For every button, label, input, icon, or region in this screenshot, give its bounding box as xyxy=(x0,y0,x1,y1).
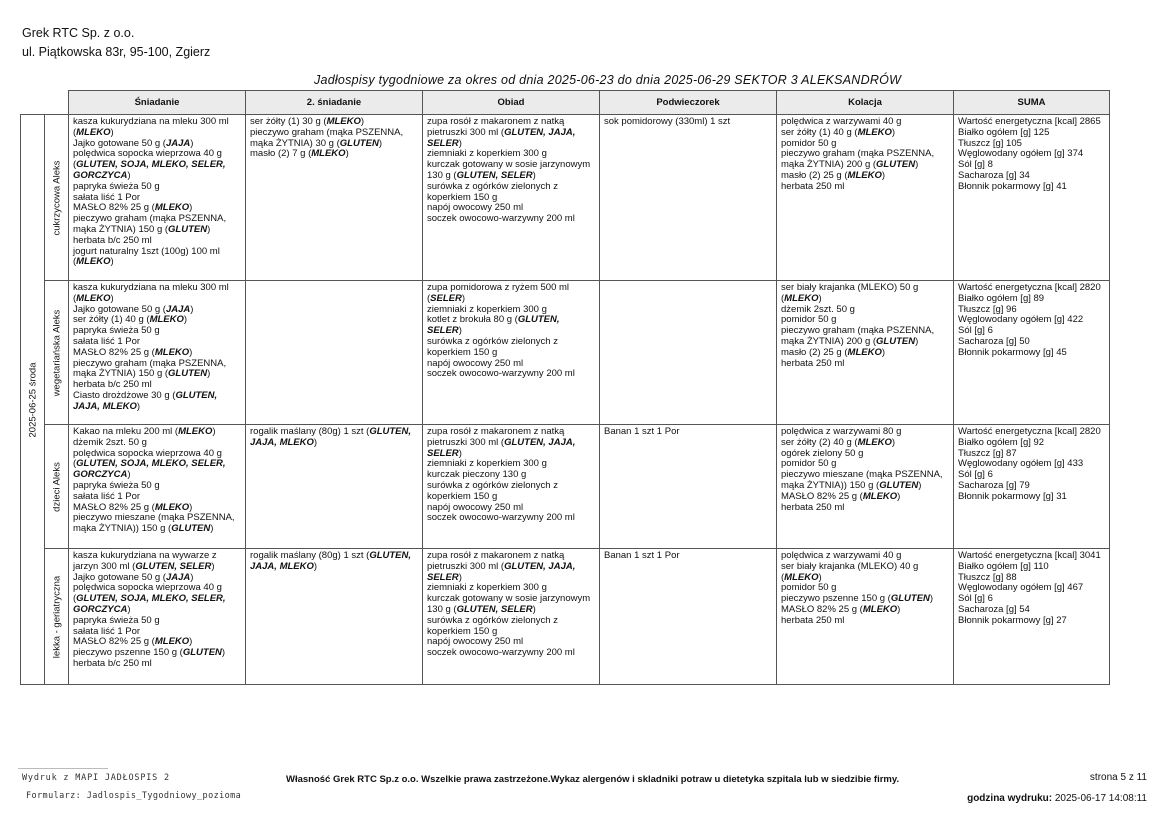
allergen-text: MLEKO xyxy=(847,169,882,181)
meal-cell-second-breakfast xyxy=(246,549,423,685)
menu-item: pomidor 50 g xyxy=(781,458,837,470)
menu-item: herbata b/c 250 ml xyxy=(73,234,152,246)
header-sum: SUMA xyxy=(954,91,1110,115)
footer-form-name: Formularz: Jadlospis_Tygodniowy_pozioma xyxy=(26,791,242,801)
menu-item: kurczak gotowany w sosie jarzynowym 130 g (GLUTEN, SELER) xyxy=(427,593,591,615)
menu-item: napój owocowy 250 ml xyxy=(427,202,524,214)
nutrition-line: Sól [g] 6 xyxy=(958,593,993,605)
menu-item: dżemik 2szt. 50 g xyxy=(73,436,147,448)
company-info xyxy=(22,24,210,62)
meal-cell-dinner xyxy=(777,281,954,425)
nutrition-line: Białko ogółem [g] 89 xyxy=(958,292,1045,304)
nutrition-line: Sacharoza [g] 79 xyxy=(958,479,1030,491)
menu-item: polędwica sopocka wieprzowa 40 g (GLUTEN, SOJA, MLEKO, SELER, GORCZYCA) xyxy=(73,148,226,181)
allergen-text: MLEKO xyxy=(154,501,190,513)
meal-cell-afternoon-snack xyxy=(600,115,777,281)
menu-item: kurczak pieczony 130 g xyxy=(427,469,527,481)
menu-item: jogurt naturalny 1szt (100g) 100 ml (MLEKO) xyxy=(73,245,220,268)
diet-cell xyxy=(45,549,69,685)
menu-item: herbata 250 ml xyxy=(781,357,845,369)
menu-item: zupa rosół z makaronem z natką pietruszki 300 ml (GLUTEN, JAJA, SELER) xyxy=(427,426,576,459)
allergen-text: MLEKO xyxy=(76,126,111,138)
menu-item: herbata 250 ml xyxy=(781,501,845,513)
nutrition-line: Sacharoza [g] 50 xyxy=(958,335,1030,347)
allergen-text: MLEKO xyxy=(862,490,898,502)
menu-item: polędwica z warzywami 40 g xyxy=(781,550,902,561)
menu-item: pomidor 50 g xyxy=(781,314,837,326)
nutrition-line: Białko ogółem [g] 92 xyxy=(958,436,1045,448)
menu-item: ser biały krajanka (MLEKO) 40 g (MLEKO) xyxy=(781,560,919,583)
menu-item: pieczywo graham (mąka PSZENNA, mąka ŻYTNIA) 150 g (GLUTEN) xyxy=(73,213,227,235)
weekly-menu-table xyxy=(20,90,1110,685)
menu-item: Jajko gotowane 50 g (JAJA) xyxy=(73,303,194,315)
meal-cell-sum xyxy=(954,425,1110,549)
menu-item: papryka świeża 50 g xyxy=(73,479,160,491)
meal-cell-dinner xyxy=(777,549,954,685)
allergen-text: GLUTEN, SELER xyxy=(456,603,533,615)
menu-item: sałata liść 1 Por xyxy=(73,625,141,637)
allergen-text: GLUTEN xyxy=(876,335,916,347)
header-spacer xyxy=(45,91,69,115)
header-spacer xyxy=(21,91,45,115)
allergen-text: JAJA xyxy=(165,137,191,149)
header-dinner: Kolacja xyxy=(777,91,954,115)
allergen-text: GLUTEN, JAJA, MLEKO xyxy=(250,426,412,448)
menu-item: sok pomidorowy (330ml) 1 szt xyxy=(604,116,731,127)
menu-item: zupa pomidorowa z ryżem 500 ml (SELER) xyxy=(427,282,570,304)
allergen-text: MLEKO xyxy=(154,346,190,358)
menu-item: ser żółty (2) 40 g (MLEKO) xyxy=(781,436,896,448)
menu-item: ser żółty (1) 40 g (MLEKO) xyxy=(73,314,188,326)
meal-cell-sum xyxy=(954,549,1110,685)
menu-item: kasza kukurydziana na mleku 300 ml (MLEKO) xyxy=(73,282,229,304)
nutrition-line: Wartość energetyczna [kcal] 2820 xyxy=(958,282,1101,293)
nutrition-line: Wartość energetyczna [kcal] 2865 xyxy=(958,116,1101,127)
menu-item: polędwica sopocka wieprzowa 40 g (GLUTEN, SOJA, MLEKO, SELER, GORCZYCA) xyxy=(73,582,226,615)
menu-item: Banan 1 szt 1 Por xyxy=(604,550,680,561)
menu-item: papryka świeża 50 g xyxy=(73,180,160,192)
meal-cell-lunch xyxy=(423,115,600,281)
menu-item: polędwica z warzywami 40 g xyxy=(781,116,902,127)
nutrition-line: Sól [g] 6 xyxy=(958,325,993,337)
nutrition-line: Tłuszcz [g] 105 xyxy=(958,137,1022,149)
menu-item: kasza kukurydziana na wywarze z jarzyn 300 ml (GLUTEN, SELER) xyxy=(73,550,217,572)
diet-row xyxy=(21,549,1110,685)
menu-item: Jajko gotowane 50 g (JAJA) xyxy=(73,571,194,583)
nutrition-line: Węglowodany ogółem [g] 467 xyxy=(958,582,1084,594)
diet-row xyxy=(21,115,1110,281)
menu-item: Jajko gotowane 50 g (JAJA) xyxy=(73,137,194,149)
meal-cell-sum xyxy=(954,281,1110,425)
menu-item: papryka świeża 50 g xyxy=(73,614,160,626)
menu-item: polędwica sopocka wieprzowa 40 g (GLUTEN, SOJA, MLEKO, SELER, GORCZYCA) xyxy=(73,447,226,481)
allergen-text: GLUTEN, SELER xyxy=(427,314,560,337)
menu-item: masło (2) 25 g (MLEKO) xyxy=(781,346,886,358)
menu-item: kotlet z brokuła 80 g (GLUTEN, SELER) xyxy=(427,314,560,337)
allergen-text: MLEKO xyxy=(326,116,361,127)
diet-cell xyxy=(45,115,69,281)
menu-item: surówka z ogórków zielonych z koperkiem 150 g xyxy=(427,614,558,637)
header-afternoon-snack: Podwieczorek xyxy=(600,91,777,115)
menu-item: soczek owocowo-warzywny 200 ml xyxy=(427,512,575,524)
nutrition-line: Białko ogółem [g] 110 xyxy=(958,560,1049,572)
diet-cell xyxy=(45,425,69,549)
footer-print-time-value: 2025-06-17 14:08:11 xyxy=(1054,793,1147,804)
meal-cell-afternoon-snack xyxy=(600,281,777,425)
nutrition-line: Tłuszcz [g] 87 xyxy=(958,447,1017,459)
menu-item: herbata 250 ml xyxy=(781,180,845,192)
menu-item: pieczywo graham (mąka PSZENNA, mąka ŻYTNIA) 200 g (GLUTEN) xyxy=(781,325,935,347)
footer-print-time-label: godzina wydruku: xyxy=(967,793,1053,804)
meal-cell-afternoon-snack xyxy=(600,425,777,549)
allergen-text: GLUTEN, SELER xyxy=(135,560,212,572)
allergen-text: GLUTEN xyxy=(876,159,916,171)
meal-cell-sum xyxy=(954,115,1110,281)
menu-item: herbata b/c 250 ml xyxy=(73,657,152,669)
allergen-text: GLUTEN, JAJA, SELER xyxy=(427,126,576,149)
menu-item: Ciasto drożdżowe 30 g (GLUTEN, JAJA, MLEKO) xyxy=(73,389,218,412)
header-lunch: Obiad xyxy=(423,91,600,115)
allergen-text: GLUTEN xyxy=(182,647,222,659)
header-breakfast: Śniadanie xyxy=(69,91,246,115)
menu-item: ogórek zielony 50 g xyxy=(781,447,864,459)
menu-item: ziemniaki z koperkiem 300 g xyxy=(427,458,547,470)
allergen-text: GLUTEN, JAJA, SELER xyxy=(427,436,576,459)
nutrition-line: Tłuszcz [g] 88 xyxy=(958,571,1017,583)
menu-item: pieczywo pszenne 150 g (GLUTEN) xyxy=(73,647,226,659)
allergen-text: GLUTEN, SELER xyxy=(456,169,533,181)
allergen-text: MLEKO xyxy=(311,148,346,160)
menu-item: herbata b/c 250 ml xyxy=(73,379,152,391)
menu-item: ziemniaki z koperkiem 300 g xyxy=(427,148,547,160)
nutrition-line: Błonnik pokarmowy [g] 45 xyxy=(958,346,1067,358)
menu-item: pomidor 50 g xyxy=(781,137,837,149)
nutrition-line: Węglowodany ogółem [g] 374 xyxy=(958,148,1084,160)
allergen-text: GLUTEN, JAJA, MLEKO xyxy=(250,550,412,572)
allergen-text: MLEKO xyxy=(178,426,213,437)
allergen-text: GLUTEN xyxy=(879,479,919,491)
nutrition-line: Błonnik pokarmowy [g] 31 xyxy=(958,490,1067,502)
allergen-text: JAJA xyxy=(165,303,191,315)
page-title: Jadłospisy tygodniowe za okres od dnia 2025-06-23 do dnia 2025-06-29 SEKTOR 3 ALEKSANDRÓW xyxy=(314,73,902,87)
allergen-text: GLUTEN, SOJA, MLEKO, SELER, GORCZYCA xyxy=(73,593,226,615)
menu-item: papryka świeża 50 g xyxy=(73,325,160,337)
menu-item: sałata liść 1 Por xyxy=(73,335,141,347)
menu-body xyxy=(21,115,1110,685)
nutrition-line: Tłuszcz [g] 96 xyxy=(958,303,1017,315)
menu-item: MASŁO 82% 25 g (MLEKO) xyxy=(73,346,193,358)
allergen-text: MLEKO xyxy=(154,636,190,648)
allergen-text: MLEKO xyxy=(857,126,892,138)
allergen-text: GLUTEN, SOJA, MLEKO, SELER, GORCZYCA xyxy=(73,159,226,181)
menu-item: soczek owocowo-warzywny 200 ml xyxy=(427,368,575,380)
menu-item: pomidor 50 g xyxy=(781,582,837,594)
menu-item: Banan 1 szt 1 Por xyxy=(604,426,680,437)
menu-item: surówka z ogórków zielonych z koperkiem 150 g xyxy=(427,479,558,502)
menu-item: pieczywo pszenne 150 g (GLUTEN) xyxy=(781,593,934,605)
menu-item: napój owocowy 250 ml xyxy=(427,636,524,648)
allergen-text: GLUTEN xyxy=(168,223,208,235)
diet-name: dzieci Aleks xyxy=(51,461,62,512)
meal-cell-lunch xyxy=(423,425,600,549)
footer-print-source: Wydruk z MAPI JADŁOSPIS 2 xyxy=(22,773,170,783)
footer-print-time xyxy=(967,793,1147,804)
menu-item: rogalik maślany (80g) 1 szt (GLUTEN, JAJA, MLEKO) xyxy=(250,550,412,572)
diet-cell xyxy=(45,281,69,425)
date-label: 2025-06-25 środa xyxy=(27,362,38,437)
diet-row xyxy=(21,281,1110,425)
allergen-text: MLEKO xyxy=(862,603,898,615)
nutrition-line: Wartość energetyczna [kcal] 3041 xyxy=(958,550,1101,561)
allergen-text: MLEKO xyxy=(154,202,190,214)
allergen-text: MLEKO xyxy=(857,436,892,448)
allergen-text: MLEKO xyxy=(784,571,819,583)
footer-page-number: strona 5 z 11 xyxy=(1089,772,1147,783)
menu-item: kurczak gotowany w sosie jarzynowym 130 g (GLUTEN, SELER) xyxy=(427,159,591,181)
menu-item: napój owocowy 250 ml xyxy=(427,501,524,513)
footer-copyright: Własność Grek RTC Sp.z o.o. Wszelkie prawa zastrzeżone.Wykaz alergenów i skladniki potraw u dietetyka szpitala lub w siedzibie firmy. xyxy=(286,774,900,785)
company-name: Grek RTC Sp. z o.o. xyxy=(22,26,135,40)
menu-item: sałata liść 1 Por xyxy=(73,191,141,203)
diet-name: lekka - geriatryczna xyxy=(51,575,62,658)
nutrition-line: Białko ogółem [g] 125 xyxy=(958,126,1050,138)
diet-name: cukrzycowa Aleks xyxy=(51,160,62,235)
allergen-text: MLEKO xyxy=(847,346,882,358)
nutrition-line: Sól [g] 8 xyxy=(958,159,993,171)
allergen-text: GLUTEN xyxy=(890,593,930,605)
allergen-text: GLUTEN, JAJA, SELER xyxy=(427,560,576,583)
nutrition-line: Węglowodany ogółem [g] 422 xyxy=(958,314,1084,326)
allergen-text: GLUTEN xyxy=(168,368,208,380)
allergen-text: MLEKO xyxy=(784,292,819,304)
menu-item: MASŁO 82% 25 g (MLEKO) xyxy=(781,490,901,502)
meal-cell-second-breakfast xyxy=(246,281,423,425)
menu-item: napój owocowy 250 ml xyxy=(427,357,524,369)
menu-item: dżemik 2szt. 50 g xyxy=(781,303,855,315)
allergen-text: MLEKO xyxy=(76,256,111,268)
menu-item: MASŁO 82% 25 g (MLEKO) xyxy=(781,603,901,615)
menu-item: zupa rosół z makaronem z natką pietruszki 300 ml (GLUTEN, JAJA, SELER) xyxy=(427,116,576,149)
nutrition-line: Sacharoza [g] 34 xyxy=(958,169,1030,181)
diet-row xyxy=(21,425,1110,549)
menu-item: pieczywo graham (mąka PSZENNA, mąka ŻYTNIA) 150 g (GLUTEN) xyxy=(73,357,227,380)
menu-item: MASŁO 82% 25 g (MLEKO) xyxy=(73,202,193,214)
menu-item: ser żółty (1) 40 g (MLEKO) xyxy=(781,126,896,138)
menu-item: pieczywo graham (mąka PSZENNA, mąka ŻYTNIA) 30 g (GLUTEN) xyxy=(250,126,404,149)
menu-item: masło (2) 25 g (MLEKO) xyxy=(781,169,886,181)
menu-item: pieczywo mieszane (mąka PSZENNA, mąka ŻYTNIA)) 150 g (GLUTEN) xyxy=(781,469,943,491)
menu-item: ser biały krajanka (MLEKO) 50 g (MLEKO) xyxy=(781,282,919,304)
allergen-text: JAJA xyxy=(165,571,191,583)
meal-cell-lunch xyxy=(423,281,600,425)
menu-item: soczek owocowo-warzywny 200 ml xyxy=(427,213,575,225)
meal-cell-dinner xyxy=(777,115,954,281)
menu-item: surówka z ogórków zielonych z koperkiem 150 g xyxy=(427,335,558,358)
nutrition-line: Błonnik pokarmowy [g] 27 xyxy=(958,614,1067,626)
menu-item: polędwica z warzywami 80 g xyxy=(781,426,902,437)
meal-cell-dinner xyxy=(777,425,954,549)
menu-item: zupa rosół z makaronem z natką pietruszki 300 ml (GLUTEN, JAJA, SELER) xyxy=(427,550,576,583)
meal-cell-breakfast xyxy=(69,115,246,281)
menu-item: rogalik maślany (80g) 1 szt (GLUTEN, JAJA, MLEKO) xyxy=(250,426,412,448)
menu-item: MASŁO 82% 25 g (MLEKO) xyxy=(73,501,193,513)
meal-cell-second-breakfast xyxy=(246,115,423,281)
company-address: ul. Piątkowska 83r, 95-100, Zgierz xyxy=(22,45,211,59)
menu-item: ziemniaki z koperkiem 300 g xyxy=(427,582,547,594)
menu-item: kasza kukurydziana na mleku 300 ml (MLEKO) xyxy=(73,116,229,138)
meal-cell-breakfast xyxy=(69,281,246,425)
allergen-text: MLEKO xyxy=(76,292,111,304)
nutrition-line: Błonnik pokarmowy [g] 41 xyxy=(958,180,1067,192)
menu-item: soczek owocowo-warzywny 200 ml xyxy=(427,647,575,659)
menu-item: surówka z ogórków zielonych z koperkiem 150 g xyxy=(427,180,558,203)
nutrition-line: Wartość energetyczna [kcal] 2820 xyxy=(958,426,1101,437)
allergen-text: GLUTEN, JAJA, MLEKO xyxy=(73,389,218,412)
nutrition-line: Sacharoza [g] 54 xyxy=(958,603,1030,615)
meal-cell-breakfast xyxy=(69,549,246,685)
footer-rule xyxy=(18,768,108,769)
meal-cell-breakfast xyxy=(69,425,246,549)
date-cell xyxy=(21,115,45,685)
menu-item: pieczywo graham (mąka PSZENNA, mąka ŻYTNIA) 200 g (GLUTEN) xyxy=(781,148,935,171)
allergen-text: GLUTEN xyxy=(171,523,211,535)
nutrition-line: Węglowodany ogółem [g] 433 xyxy=(958,458,1084,470)
meal-cell-lunch xyxy=(423,549,600,685)
menu-item: MASŁO 82% 25 g (MLEKO) xyxy=(73,636,193,648)
allergen-text: MLEKO xyxy=(149,314,184,326)
menu-item: masło (2) 7 g (MLEKO) xyxy=(250,148,349,160)
meal-cell-afternoon-snack xyxy=(600,549,777,685)
menu-item: sałata liść 1 Por xyxy=(73,490,141,502)
menu-item: ser żółty (1) 30 g (MLEKO) xyxy=(250,116,365,127)
menu-item: herbata 250 ml xyxy=(781,614,845,626)
menu-item: Kakao na mleku 200 ml (MLEKO) xyxy=(73,426,216,437)
nutrition-line: Sól [g] 6 xyxy=(958,469,993,481)
allergen-text: GLUTEN xyxy=(339,137,379,149)
header-second-breakfast: 2. śniadanie xyxy=(246,91,423,115)
menu-item: ziemniaki z koperkiem 300 g xyxy=(427,303,547,315)
diet-name: wegetariańska Aleks xyxy=(51,309,62,396)
meal-cell-second-breakfast xyxy=(246,425,423,549)
allergen-text: GLUTEN, SOJA, MLEKO, SELER, GORCZYCA xyxy=(73,458,226,481)
allergen-text: SELER xyxy=(430,292,462,304)
menu-item: pieczywo mieszane (mąka PSZENNA, mąka ŻYTNIA)) 150 g (GLUTEN) xyxy=(73,512,235,535)
